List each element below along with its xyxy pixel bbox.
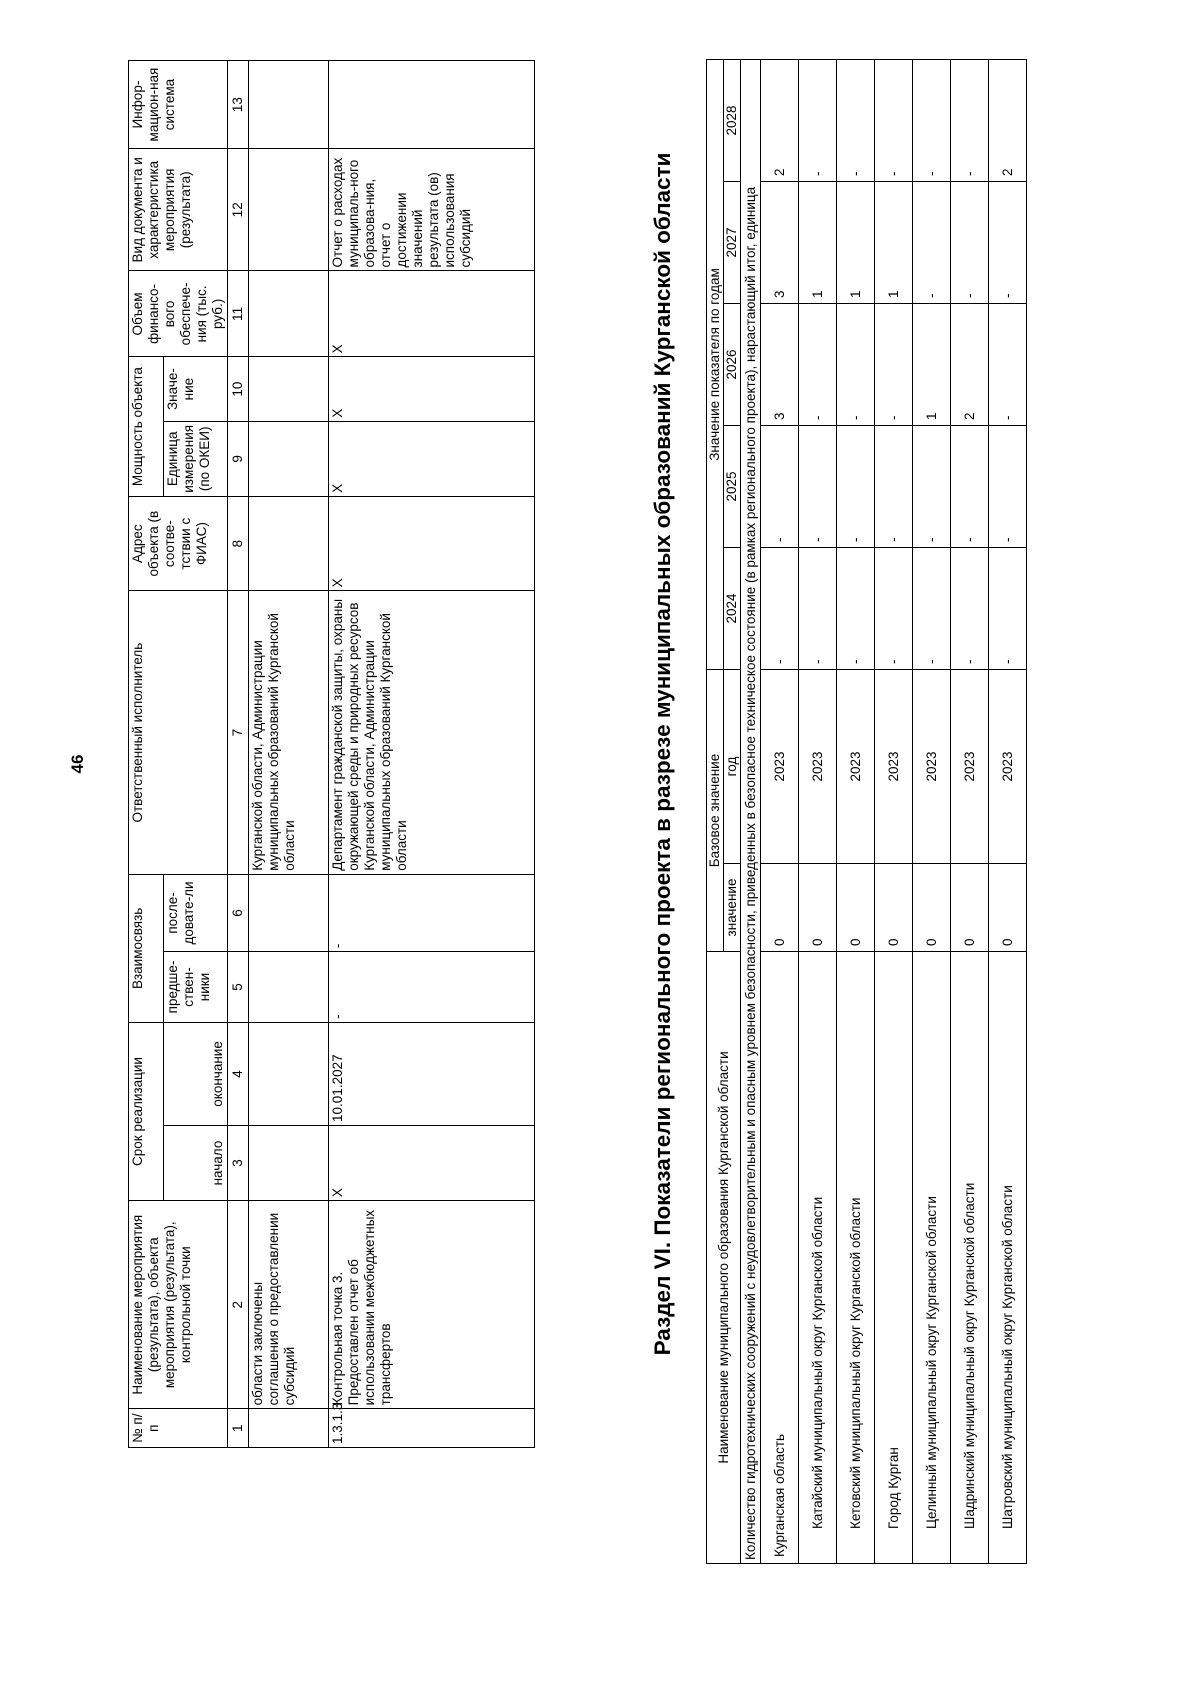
year-value: 1	[837, 181, 875, 303]
row-address	[249, 496, 329, 590]
year-value: -	[913, 425, 951, 547]
header-year: 2024	[724, 547, 741, 669]
base-value: 0	[837, 864, 875, 952]
header-base-value: значение	[724, 864, 741, 952]
col-number: 6	[228, 874, 249, 951]
table-row	[951, 59, 989, 1563]
table-row	[837, 59, 875, 1563]
events-table	[128, 60, 535, 1448]
col-number: 11	[228, 271, 249, 357]
row-executor: Курганской области, Администрации муниципальных образований Курганской области	[249, 591, 329, 874]
table-row	[875, 59, 913, 1563]
year-value: -	[875, 547, 913, 669]
col-number: 9	[228, 421, 249, 496]
row-pred	[249, 952, 329, 1023]
header-start: начало	[164, 1125, 228, 1200]
table-row	[799, 59, 837, 1563]
header-unit: Единица измерения (по ОКЕИ)	[164, 421, 228, 496]
table-row	[249, 61, 329, 1448]
col-number: 4	[228, 1022, 249, 1125]
header-year: 2027	[724, 181, 741, 303]
col-number: 8	[228, 496, 249, 590]
year-value: -	[875, 59, 913, 181]
header-name: Наименование мероприятия (результата), объекта мероприятия (результата), контрольной точки	[129, 1201, 228, 1409]
row-succ	[249, 874, 329, 951]
row-name: области заключены соглашения о предоставлении субсидий	[249, 1201, 329, 1409]
base-year: 2023	[989, 669, 1027, 863]
base-value: 0	[989, 864, 1027, 952]
col-number: 1	[228, 1409, 249, 1448]
section-heading: Раздел VI. Показатели регионального проекта в разрезе муниципальных образований Курганской области	[650, 152, 675, 1356]
year-value: -	[989, 547, 1027, 669]
year-value: -	[989, 303, 1027, 425]
row-doc: Отчет о расходах муниципаль-ного образова-ния, отчет о достижении значений результата (ов) использования субсидий	[329, 149, 535, 271]
row-executor: Департамент гражданской защиты, охраны окружающей среды и природных ресурсов Курганской области, Администрации муниципальных образований Курганской области	[329, 591, 535, 874]
row-finance	[249, 271, 329, 357]
year-value: -	[837, 425, 875, 547]
header-base: Базовое значение	[707, 669, 724, 951]
row-num: 1.3.1.3	[329, 1409, 535, 1448]
col-number: 13	[228, 61, 249, 149]
col-number: 10	[228, 357, 249, 421]
municipality-name: Катайский муниципальный округ Курганской области	[799, 952, 837, 1564]
row-unit: X	[329, 421, 535, 496]
col-number: 12	[228, 149, 249, 271]
year-value: -	[837, 547, 875, 669]
base-value: 0	[875, 864, 913, 952]
table-row	[329, 61, 535, 1448]
year-value: -	[989, 181, 1027, 303]
year-value: -	[951, 59, 989, 181]
year-value: -	[761, 425, 799, 547]
row-end: 10.01.2027	[329, 1022, 535, 1125]
header-municipality: Наименование муниципального образования Курганской области	[707, 952, 741, 1564]
year-value: -	[913, 547, 951, 669]
row-info	[329, 61, 535, 149]
col-number: 3	[228, 1125, 249, 1200]
row-pred: -	[329, 952, 535, 1023]
year-value: 3	[761, 181, 799, 303]
header-value: Значе-ние	[164, 357, 228, 421]
base-value: 0	[913, 864, 951, 952]
municipality-name: Шадринский муниципальный округ Курганской области	[951, 952, 989, 1564]
year-value: -	[951, 425, 989, 547]
year-value: -	[951, 181, 989, 303]
year-value: -	[799, 547, 837, 669]
row-start	[249, 1125, 329, 1200]
year-value: 2	[951, 303, 989, 425]
base-year: 2023	[875, 669, 913, 863]
year-value: -	[989, 425, 1027, 547]
header-capacity: Мощность объекта	[129, 357, 164, 497]
year-value: 1	[799, 181, 837, 303]
col-number: 7	[228, 591, 249, 874]
row-info	[249, 61, 329, 149]
header-year: 2025	[724, 425, 741, 547]
row-doc	[249, 149, 329, 271]
header-executor: Ответственный исполнитель	[129, 591, 228, 874]
row-num	[249, 1409, 329, 1448]
year-value: -	[799, 59, 837, 181]
row-address: X	[329, 496, 535, 590]
header-year: 2028	[724, 59, 741, 181]
header-address: Адрес объекта (в соотве-тствии с ФИАС)	[129, 496, 228, 590]
municipality-name: Целинный муниципальный округ Курганской области	[913, 952, 951, 1564]
row-succ: -	[329, 874, 535, 951]
header-term: Срок реализации	[129, 1022, 164, 1200]
header-succ: после-довате-ли	[164, 874, 228, 951]
base-year: 2023	[913, 669, 951, 863]
header-by-years: Значение показателя по годам	[707, 59, 724, 669]
indicator-description: Количество гидротехнических сооружений с неудовлетворительным и опасным уровнем безопасности, приведенных в безопасное техническое состояние (в рамках регионального проекта), нарастающий итог, единица	[741, 59, 761, 1563]
row-value	[249, 357, 329, 421]
municipality-name: Шатровский муниципальный округ Курганской области	[989, 952, 1027, 1564]
year-value: -	[761, 547, 799, 669]
year-value: -	[875, 425, 913, 547]
base-year: 2023	[761, 669, 799, 863]
row-value: X	[329, 357, 535, 421]
base-year: 2023	[951, 669, 989, 863]
table-row	[989, 59, 1027, 1563]
year-value: -	[799, 303, 837, 425]
base-value: 0	[761, 864, 799, 952]
year-value: -	[837, 303, 875, 425]
year-value: 2	[761, 59, 799, 181]
year-value: 1	[913, 303, 951, 425]
header-info: Инфор-мацион-ная система	[129, 61, 228, 149]
table-row	[761, 59, 799, 1563]
row-start: X	[329, 1125, 535, 1200]
base-year: 2023	[837, 669, 875, 863]
base-value: 0	[799, 864, 837, 952]
year-value: -	[913, 181, 951, 303]
header-doc: Вид документа и характеристика мероприятия (результата)	[129, 149, 228, 271]
base-value: 0	[951, 864, 989, 952]
row-unit	[249, 421, 329, 496]
header-pred: предше-ствен-ники	[164, 952, 228, 1023]
table-row	[913, 59, 951, 1563]
header-base-year: год	[724, 669, 741, 863]
year-value: -	[951, 547, 989, 669]
year-value: 1	[875, 181, 913, 303]
municipality-name: Город Курган	[875, 952, 913, 1564]
header-relation: Взаимосвязь	[129, 874, 164, 1022]
header-finance: Объем финансо-вого обеспече-ния (тыс. руб.)	[129, 271, 228, 357]
year-value: -	[913, 59, 951, 181]
base-year: 2023	[799, 669, 837, 863]
row-name: Контрольная точка 3. Предоставлен отчет об использовании межбюджетных трансфертов	[329, 1201, 535, 1409]
header-num: № п/п	[129, 1409, 228, 1448]
year-value: 3	[761, 303, 799, 425]
year-value: -	[875, 303, 913, 425]
header-end: окончание	[164, 1022, 228, 1125]
year-value: 2	[989, 59, 1027, 181]
header-year: 2026	[724, 303, 741, 425]
col-number: 5	[228, 952, 249, 1023]
row-finance: X	[329, 271, 535, 357]
indicators-table	[706, 59, 1027, 1564]
municipality-name: Кетовский муниципальный округ Курганской области	[837, 952, 875, 1564]
col-number: 2	[228, 1201, 249, 1409]
municipality-name: Курганская область	[761, 952, 799, 1564]
row-end	[249, 1022, 329, 1125]
year-value: -	[799, 425, 837, 547]
page-number: 46	[68, 754, 87, 774]
year-value: -	[837, 59, 875, 181]
